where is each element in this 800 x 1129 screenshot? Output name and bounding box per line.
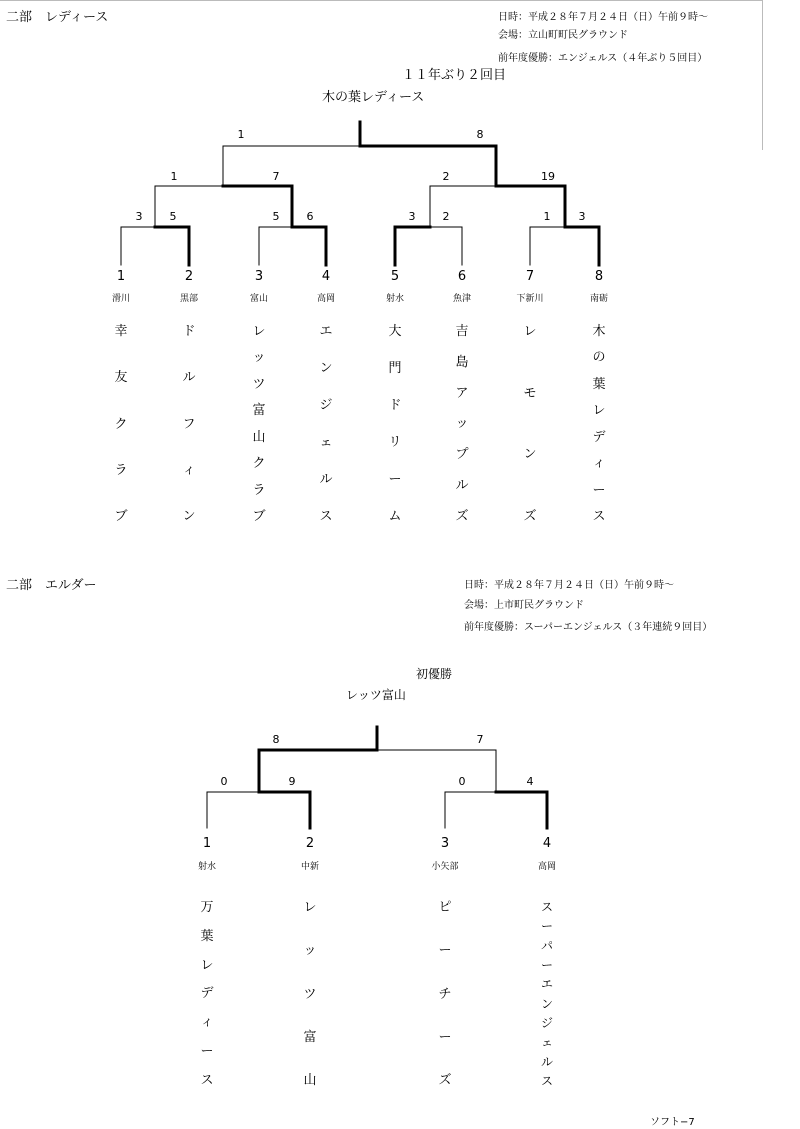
ladies-q4-score-a: 1	[543, 210, 551, 223]
ladies-team-name-char: ル	[319, 472, 333, 487]
ladies-team-number: 5	[390, 269, 400, 284]
elder-team-name-char: ジ	[540, 1015, 553, 1030]
ladies-q3-score-b: 2	[442, 210, 450, 223]
ladies-team-name-char: レ	[523, 324, 537, 339]
elder-semi-left-score-b: 9	[288, 775, 296, 788]
ladies-team-name-char: ン	[182, 509, 196, 524]
ladies-team-name-char: ム	[388, 509, 402, 524]
elder-champion-note: 初優勝	[416, 667, 453, 681]
elder-team-city: 中新	[300, 862, 320, 872]
ladies-q3-score-a: 3	[408, 210, 416, 223]
ladies-team-name-char: 山	[252, 429, 266, 445]
ladies-semi-right-score-b: 19	[541, 170, 555, 183]
ladies-team-name-char: ブ	[114, 509, 128, 524]
elder-team-name	[300, 901, 320, 1087]
elder-team-name-char: ィ	[200, 1015, 214, 1031]
elder-team-name-char: ー	[200, 1044, 214, 1060]
elder-team-name-char: ツ	[303, 986, 317, 1002]
ladies-team-name-char: エ	[319, 324, 333, 339]
ladies-team-city: 滑川	[111, 294, 131, 304]
ladies-q2-score-b: 6	[306, 210, 314, 223]
elder-team-name-char: ス	[200, 1072, 214, 1088]
elder-team-city: 射水	[197, 862, 217, 872]
ladies-team-number: 2	[184, 269, 194, 284]
ladies-final-score-left: 1	[237, 128, 245, 141]
elder-team-name-char: パ	[540, 938, 553, 953]
ladies-team-name-char: ル	[182, 370, 196, 386]
elder-team-name-char: レ	[303, 900, 317, 915]
elder-team-name-char: 葉	[200, 928, 214, 944]
ladies-team-number: 8	[594, 269, 604, 284]
elder-team-name-char: ル	[540, 1054, 553, 1069]
ladies-team-number: 1	[116, 269, 126, 284]
ladies-team-name-char: ス	[319, 509, 333, 524]
elder-date: 日時：平成２８年７月２４日（日）午前９時～	[464, 580, 674, 591]
ladies-team-name-char: ジ	[319, 398, 333, 413]
elder-team-number: 1	[202, 836, 212, 851]
elder-team-number: 3	[440, 836, 450, 851]
elder-team-name-char: 山	[303, 1073, 317, 1088]
elder-team-name-char: ー	[540, 919, 553, 934]
elder-team-name	[197, 901, 217, 1087]
elder-section-title: 二部 エルダー	[6, 578, 97, 593]
elder-team-name-char: ン	[540, 996, 553, 1011]
ladies-team-name-char: 幸	[114, 324, 128, 339]
ladies-team-number: 6	[457, 269, 467, 284]
ladies-team-name-char: 門	[388, 361, 402, 376]
ladies-team-name-char: ド	[388, 398, 402, 413]
ladies-q2-score-a: 5	[272, 210, 280, 223]
elder-team-name-char: チ	[438, 986, 452, 1002]
elder-champion-name: レッツ富山	[346, 688, 406, 702]
elder-team-name-char: ェ	[540, 1035, 553, 1050]
elder-team-name-char: ス	[540, 1073, 553, 1088]
ladies-date: 日時：平成２８年７月２４日（日）午前９時～	[498, 12, 708, 23]
ladies-team-city: 下新川	[516, 294, 544, 304]
ladies-team-number: 7	[525, 269, 535, 284]
ladies-team-name-char: ル	[455, 478, 469, 494]
ladies-team-city: 富山	[249, 294, 269, 304]
ladies-team-name-char: ブ	[252, 508, 266, 524]
elder-team-name-char: 富	[303, 1029, 317, 1045]
ladies-team-name-char: ェ	[319, 435, 333, 450]
ladies-champion-name: 木の葉レディース	[322, 90, 425, 105]
ladies-team-name-char: 吉	[455, 324, 469, 339]
ladies-team-name-char: ッ	[455, 416, 469, 432]
ladies-final-score-right: 8	[476, 128, 484, 141]
elder-team-name-char: エ	[540, 977, 553, 992]
elder-team-name-char: ー	[438, 943, 452, 959]
page-footer: ソフト−7	[650, 1117, 695, 1128]
elder-team-name-char: ス	[540, 900, 553, 914]
ladies-team-name-char: の	[592, 350, 606, 366]
elder-team-city: 小矢部	[431, 862, 459, 872]
ladies-team-number: 4	[321, 269, 331, 284]
elder-semi-left-score-a: 0	[220, 775, 228, 788]
ladies-team-city: 高岡	[316, 294, 336, 304]
elder-final-score-left: 8	[272, 733, 280, 746]
elder-team-name-char: ー	[540, 957, 553, 972]
ladies-team-name-char: ー	[592, 482, 606, 498]
ladies-team-name-char: プ	[455, 447, 469, 463]
ladies-team-name-char: 友	[114, 370, 128, 386]
elder-team-name-char: デ	[200, 986, 214, 1002]
elder-semi-right-score-b: 4	[526, 775, 534, 788]
ladies-team-name-char: ア	[455, 385, 469, 401]
ladies-semi-right-score-a: 2	[442, 170, 450, 183]
ladies-team-name-char: ズ	[523, 508, 537, 524]
ladies-team-city: 南砺	[589, 294, 609, 304]
ladies-team-city: 黒部	[179, 294, 199, 304]
ladies-team-name-char: ク	[114, 416, 128, 432]
ladies-team-number: 3	[254, 269, 264, 284]
ladies-team-name-char: ド	[182, 324, 196, 339]
ladies-venue: 会場：立山町町民グラウンド	[498, 30, 628, 41]
ladies-team-name-char: フ	[182, 416, 196, 432]
ladies-team-name-char: ツ	[252, 376, 266, 392]
elder-team-number: 2	[305, 836, 315, 851]
elder-team-name-char: ピ	[438, 900, 452, 915]
elder-team-name-char: ッ	[303, 943, 317, 959]
ladies-champion-note: １１年ぶり２回目	[402, 68, 507, 83]
ladies-team-name-char: ー	[388, 472, 402, 487]
elder-team-number: 4	[542, 836, 552, 851]
ladies-team-name-char: ッ	[252, 350, 266, 366]
ladies-team-name-char: ズ	[455, 508, 469, 524]
elder-team-city: 高岡	[537, 862, 557, 872]
ladies-team-city: 射水	[385, 294, 405, 304]
elder-team-name	[537, 901, 557, 1087]
elder-previous-champion: 前年度優勝：スーパーエンジェルス（３年連続９回目）	[464, 622, 713, 633]
ladies-semi-left-score-b: 7	[272, 170, 280, 183]
ladies-team-name-char: 木	[592, 324, 606, 339]
elder-team-name-char: 万	[200, 900, 214, 915]
ladies-team-name-char: レ	[592, 403, 606, 419]
elder-team-name-char: レ	[200, 957, 214, 973]
ladies-q1-score-b: 5	[169, 210, 177, 223]
elder-semi-right-score-a: 0	[458, 775, 466, 788]
ladies-team-name-char: ク	[252, 456, 266, 472]
ladies-team-name-char: モ	[523, 385, 537, 401]
elder-team-name	[435, 901, 455, 1087]
ladies-q4-score-b: 3	[578, 210, 586, 223]
ladies-team-name-char: ン	[523, 447, 537, 463]
ladies-team-city: 魚津	[452, 294, 472, 304]
ladies-team-name-char: 葉	[592, 376, 606, 392]
ladies-section-title: 二部 レディース	[6, 10, 109, 25]
ladies-team-name-char: ス	[592, 508, 606, 524]
elder-final-score-right: 7	[476, 733, 484, 746]
ladies-team-name-char: ラ	[252, 482, 266, 498]
ladies-team-name-char: デ	[592, 429, 606, 445]
ladies-q1-score-a: 3	[135, 210, 143, 223]
elder-team-name-char: ズ	[438, 1073, 452, 1088]
ladies-team-name-char: ィ	[592, 456, 606, 472]
ladies-team-name-char: レ	[252, 324, 266, 339]
ladies-team-name-char: ィ	[182, 462, 196, 478]
ladies-team-name-char: ラ	[114, 462, 128, 478]
elder-team-name-char: ー	[438, 1029, 452, 1045]
ladies-team-name-char: 島	[455, 354, 469, 370]
ladies-previous-champion: 前年度優勝：エンジェルス（４年ぶり５回目）	[498, 53, 708, 64]
elder-venue: 会場：上市町民グラウンド	[464, 600, 584, 611]
ladies-semi-left-score-a: 1	[170, 170, 178, 183]
ladies-team-name-char: リ	[388, 435, 402, 450]
ladies-team-name-char: ン	[319, 361, 333, 376]
ladies-team-name-char: 大	[388, 324, 402, 339]
ladies-team-name-char: 富	[252, 403, 266, 419]
